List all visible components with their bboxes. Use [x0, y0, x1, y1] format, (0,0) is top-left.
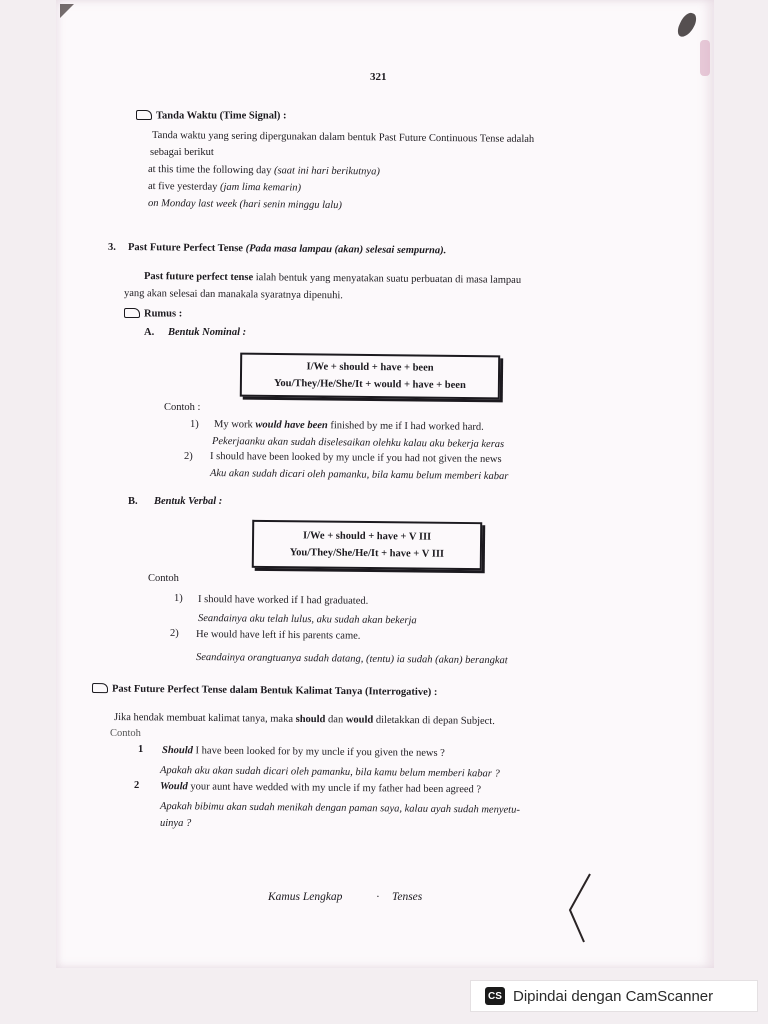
- nominal-title: Bentuk Nominal :: [168, 327, 247, 338]
- interrogative-example-1-number: 1: [138, 744, 144, 755]
- camscanner-watermark: [470, 980, 758, 1012]
- scan-edge-left: [0, 0, 56, 1024]
- verbal-example-1: I should have worked if I had graduated.: [197, 594, 369, 607]
- verbal-title: Bentuk Verbal :: [154, 496, 223, 507]
- time-signal-intro-line2: sebagai berikut: [150, 147, 214, 158]
- interrogative-example-1-translation: Apakah aku akan sudah dicari oleh pamanku, bila kamu belum memberi kabar ?: [159, 765, 500, 780]
- interrogative-example-2-translation-line1: Apakah bibimu akan sudah menikah dengan paman saya, kalau ayah sudah menyetu-: [159, 801, 520, 816]
- nominal-example-2-number: 2): [184, 451, 193, 462]
- interrogative-example-2-number: 2: [134, 780, 140, 791]
- interrogative-example-2: Would your aunt have wedded with my uncle if my father had been agreed ?: [159, 781, 482, 796]
- nominal-formula-line2: You/They/He/She/It + would + have + been: [273, 377, 466, 392]
- section-3-number: 3.: [108, 242, 116, 253]
- scan-corner-mark: [60, 4, 74, 18]
- time-signal-heading: Tanda Waktu (Time Signal) :: [136, 111, 287, 122]
- time-signal-example-1: at this time the following day (saat ini hari berikutnya): [147, 164, 380, 178]
- interrogative-contoh-label: Contoh: [110, 728, 141, 739]
- verbal-formula-box: [252, 520, 482, 570]
- page-number: 321: [370, 71, 387, 83]
- interrogative-example-1: Should I have been looked for by my uncle if you given the news ?: [161, 745, 445, 759]
- nominal-example-1-translation: Pekerjaanku akan sudah diselesaikan olehku kalau aku bekerja keras: [211, 436, 505, 451]
- interrogative-intro: Jika hendak membuat kalimat tanya, maka should dan would diletakkan di depan Subject.: [113, 712, 495, 727]
- verbal-example-2: He would have left if his parents came.: [195, 629, 361, 642]
- verbal-example-2-translation: Seandainya orangtuanya sudah datang, (tentu) ia sudah (akan) berangkat: [195, 652, 508, 667]
- note-bullet-icon: [92, 683, 108, 693]
- section-3-definition-line2: yang akan selesai dan manakala syaratnya dipenuhi.: [123, 288, 344, 302]
- rumus-heading: Rumus :: [124, 309, 182, 320]
- nominal-example-1-number: 1): [190, 419, 199, 430]
- nominal-example-1: My work would have been finished by me if I had worked hard.: [213, 419, 484, 433]
- nominal-example-2: I should have been looked by my uncle if you had not given the news: [209, 451, 502, 466]
- interrogative-heading: Past Future Perfect Tense dalam Bentuk Kalimat Tanya (Interrogative) :: [92, 684, 437, 699]
- verbal-example-1-number: 1): [174, 593, 183, 604]
- time-signal-intro-line1: Tanda waktu yang sering dipergunakan dalam bentuk Past Future Continuous Tense adalah: [151, 130, 535, 146]
- scan-edge-right: [714, 0, 768, 1024]
- footer-separator: ·: [376, 891, 380, 903]
- verbal-formula-line2: You/They/She/He/It + have + V III: [289, 547, 445, 560]
- footer-left: Kamus Lengkap: [268, 891, 343, 903]
- footer-right: Tenses: [392, 891, 423, 903]
- nominal-formula-line1: I/We + should + have + been: [306, 361, 434, 374]
- verbal-letter: B.: [128, 496, 138, 507]
- verbal-contoh-label: Contoh: [148, 573, 179, 584]
- time-signal-example-3: on Monday last week (hari senin minggu lalu): [147, 198, 342, 212]
- scan-artifact-mark: [560, 870, 620, 950]
- note-bullet-icon: [136, 110, 152, 120]
- document-page: [56, 0, 714, 968]
- verbal-example-1-translation: Seandainya aku telah lulus, aku sudah akan bekerja: [197, 613, 417, 627]
- verbal-formula-line1: I/We + should + have + V III: [302, 530, 432, 543]
- nominal-contoh-label: Contoh :: [164, 402, 201, 413]
- nominal-example-2-translation: Aku akan sudah dicari oleh pamanku, bila kamu belum memberi kabar: [209, 468, 509, 483]
- nominal-letter: A.: [144, 327, 155, 338]
- camscanner-text: Dipindai dengan CamScanner: [513, 987, 714, 1005]
- interrogative-example-2-translation-line2: uinya ?: [160, 818, 192, 829]
- time-signal-example-2: at five yesterday (jam lima kemarin): [147, 181, 302, 194]
- verbal-example-2-number: 2): [170, 628, 179, 639]
- camscanner-logo-icon: CS: [485, 987, 505, 1005]
- note-bullet-icon: [124, 308, 140, 318]
- scan-smudge: [700, 40, 710, 76]
- section-3-definition-line1: Past future perfect tense ialah bentuk yang menyatakan suatu perbuatan di masa lampau: [143, 271, 522, 286]
- section-3-title: Past Future Perfect Tense (Pada masa lampau (akan) selesai sempurna).: [127, 242, 447, 257]
- nominal-formula-box: [240, 353, 500, 400]
